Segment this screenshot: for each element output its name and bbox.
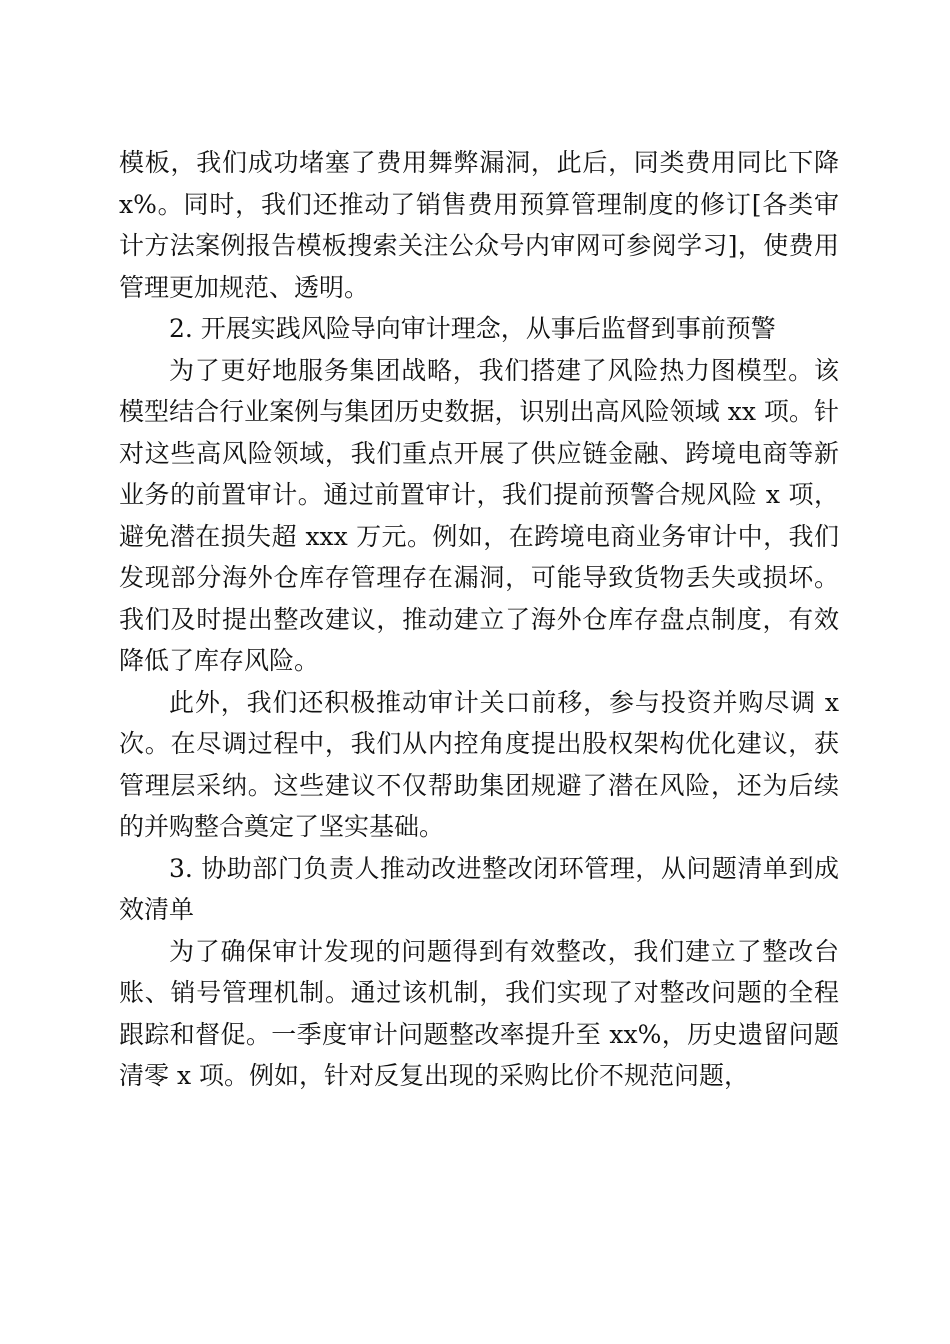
document-body	[119, 142, 839, 1097]
paragraph-rectification: 为了确保审计发现的问题得到有效整改，我们建立了整改台账、销号管理机制。通过该机制，我们实现了对整改问题的全程跟踪和督促。一季度审计问题整改率提升至 xx%，历史遗留问题清零 x 项。例如，针对反复出现的采购比价不规范问题，	[119, 936, 839, 1090]
paragraph-risk-heatmap: 为了更好地服务集团战略，我们搭建了风险热力图模型。该模型结合行业案例与集团历史数据，识别出高风险领域 xx 项。针对这些高风险领域，我们重点开展了供应链金融、跨境电商等新业务的前置审计。通过前置审计，我们提前预警合规风险 x 项，避免潜在损失超 xxx 万元。例如，在跨境电商业务审计中，我们发现部分海外仓库存管理存在漏洞，可能导致货物丢失或损坏。我们及时提出整改建议，推动建立了海外仓库存盘点制度，有效降低了库存风险。	[119, 355, 839, 675]
section-heading-3: 3. 协助部门负责人推动改进整改闭环管理，从问题清单到成效清单	[119, 853, 839, 924]
paragraph-due-diligence: 此外，我们还积极推动审计关口前移，参与投资并购尽调 x 次。在尽调过程中，我们从内控角度提出股权架构优化建议，获管理层采纳。这些建议不仅帮助集团规避了潜在风险，还为后续的并购整合奠定了坚实基础。	[119, 687, 839, 841]
paragraph-continued: 模板，我们成功堵塞了费用舞弊漏洞，此后，同类费用同比下降 x%。同时，我们还推动了销售费用预算管理制度的修订[各类审计方法案例报告模板搜索关注公众号内审网可参阅学习]，使费用管理更加规范、透明。	[119, 148, 839, 302]
section-heading-2: 2. 开展实践风险导向审计理念，从事后监督到事前预警	[169, 314, 776, 343]
